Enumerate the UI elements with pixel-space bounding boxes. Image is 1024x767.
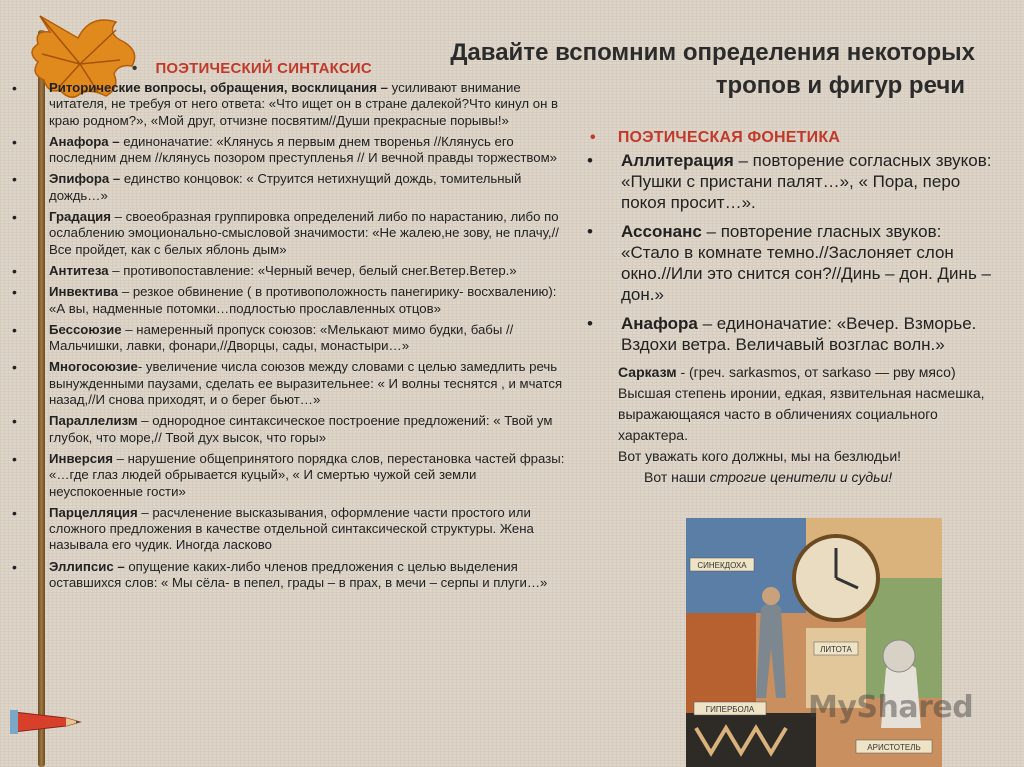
poetic-syntax-heading	[132, 60, 372, 77]
syntax-figure-term: Многосоюзие	[49, 359, 138, 375]
poetic-phonetics-list	[583, 150, 993, 363]
syntax-figure-term: Анафора –	[49, 133, 120, 149]
sarcasm-example-1: Вот уважать кого должны, мы на безлюдьи!	[618, 448, 902, 464]
bullet: •	[12, 262, 17, 279]
phonetic-figure-description: – повторение гласных звуков: «Стало в комнате темно.//Заслоняет слон окно.//Или это снится сон?//Динь – дон. Динь – дон.»	[621, 222, 991, 304]
sarcasm-block	[618, 362, 1008, 488]
sarcasm-term: Сарказм	[618, 364, 677, 380]
bullet: •	[12, 80, 17, 96]
syntax-figure-term: Риторические вопросы, обращения, восклицания –	[49, 80, 388, 95]
myshared-watermark: MyShared	[808, 690, 974, 725]
bullet: •	[12, 413, 17, 430]
bullet: •	[12, 321, 17, 338]
title-line-1: Давайте вспомним определения некоторых	[450, 39, 975, 66]
syntax-figure-item	[8, 284, 568, 317]
syntax-figure-item	[8, 359, 568, 408]
bullet: •	[587, 314, 593, 333]
heading-bullet: •	[132, 60, 138, 77]
syntax-figure-item	[8, 134, 568, 167]
bullet: •	[12, 133, 17, 150]
phonetic-figure-item	[583, 313, 993, 355]
bullet: •	[12, 359, 17, 376]
syntax-figure-term: Инверсия	[49, 450, 113, 466]
syntax-figure-term: Градация	[49, 209, 111, 225]
syntax-figure-description: усиливают внимание читателя, не требуя от него ответа: «Что ищет он в стране далекой?Что кинул он в краю родном?», «Мой друг, отчизне посвятим//Души прекрасные порывы!»	[49, 80, 559, 128]
phonetic-figure-description: – единоначатие: «Вечер. Взморье. Вздохи ветра. Величавый возглас волн.»	[621, 314, 977, 354]
syntax-figure-description: единство концовок: « Струится нетихнущий дождь, томительный дождь…»	[49, 171, 522, 203]
phonetic-figure-item	[583, 221, 993, 305]
sarcasm-example-2-plain: Вот наши	[644, 469, 710, 485]
bullet: •	[12, 450, 17, 467]
sarcasm-example-2-italic: строгие ценители и судьи!	[709, 469, 893, 485]
tropes-collage-image	[686, 518, 942, 767]
syntax-figure-description: - увеличение числа союзов между словами с целью замедлить речь вынужденными паузами, сделать ее выразительнее: « И волны теснятся , и мчатся назад,//И снова приходят, и о берег бьют…»	[49, 359, 563, 408]
syntax-figure-term: Парцелляция	[49, 504, 138, 520]
pencil-icon	[8, 698, 86, 738]
poetic-syntax-heading-text: ПОЭТИЧЕСКИЙ СИНТАКСИС	[155, 60, 372, 77]
syntax-figure-description: опущение каких-либо членов предложения с целью выделения оставшихся слов: « Мы сёла- в пепел, грады – в прах, в мечи – серпы и плуги…»	[49, 558, 548, 591]
collage-label-synecdoche: СИНЕКДОХА	[697, 561, 747, 570]
bullet: •	[587, 151, 593, 170]
syntax-figure-term: Эпифора –	[49, 171, 121, 187]
bullet: •	[12, 209, 17, 226]
heading-bullet: •	[590, 129, 596, 146]
phonetic-figure-term: Ассонанс	[621, 222, 702, 241]
bullet: •	[12, 284, 17, 301]
syntax-figure-item	[8, 505, 568, 554]
poetic-syntax-list	[8, 80, 568, 596]
syntax-figure-term: Параллелизм	[49, 413, 138, 429]
bullet: •	[12, 171, 17, 188]
syntax-figure-description: – намеренный пропуск союзов: «Мелькают мимо будки, бабы //Мальчишки, лавки, фонари,//Дворцы, сады, монастыри…»	[49, 321, 514, 354]
syntax-figure-item	[8, 322, 568, 355]
phonetic-figure-term: Аллитерация	[621, 151, 734, 170]
syntax-figure-description: – расчленение высказывания, оформление части простого или сложного предложения в качестве отдельной синтаксической структуры. Жена называла его чудик. Иногда ласково	[49, 504, 534, 553]
syntax-figure-description: единоначатие: «Клянусь я первым днем творенья //Клянусь его последним днем //клянусь позором преступленья // И вечной правды торжеством»	[49, 133, 557, 166]
sarcasm-example-2	[618, 467, 1008, 488]
bullet: •	[12, 558, 17, 575]
phonetic-figure-item	[583, 150, 993, 213]
syntax-figure-description: – нарушение общепринятого порядка слов, перестановка частей фразы: «…где глаз людей обрывается куцый», « И смертью чужой сей земли неуспокоенные гости»	[49, 450, 565, 499]
title-line-2: тропов и фигур речи	[715, 72, 965, 99]
syntax-figure-term: Антитеза	[49, 262, 109, 278]
syntax-figure-description: – однородное синтаксическое построение предложений: « Твой ум глубок, что море,// Твой дух высок, что горы»	[49, 413, 553, 445]
collage-label-aristotle: АРИСТОТЕЛЬ	[867, 743, 921, 752]
phonetic-figure-term: Анафора	[621, 314, 698, 333]
syntax-figure-description: – противопоставление: «Черный вечер, белый снег.Ветер.Ветер.»	[108, 262, 517, 278]
collage-label-litota: ЛИТОТА	[820, 645, 852, 654]
sarcasm-definition-text: - (греч. sarkasmos, от sarkaso — рву мясо) Высшая степень иронии, едкая, язвительная насмешка, выражающаяся часто в обличениях социального характера.	[618, 364, 985, 443]
collage-label-hyperbole: ГИПЕРБОЛА	[705, 705, 755, 714]
syntax-figure-term: Эллипсис –	[49, 558, 125, 574]
sarcasm-definition	[618, 362, 1008, 446]
syntax-figure-item	[8, 413, 568, 446]
poetic-phonetics-heading-text: ПОЭТИЧЕСКАЯ ФОНЕТИКА	[617, 129, 841, 146]
syntax-figure-description: – своеобразная группировка определений либо по нарастанию, либо по ослаблению эмоционально-смысловой значимости: «Не жалею,не зову, не плачу,//Все пройдет, как с белых яблонь дым»	[49, 209, 559, 257]
syntax-figure-item	[8, 451, 568, 500]
bullet: •	[587, 222, 593, 241]
syntax-figure-item	[8, 559, 568, 592]
syntax-figure-term: Бессоюзие	[49, 321, 122, 337]
syntax-figure-term: Инвектива	[49, 284, 119, 300]
syntax-figure-item	[8, 209, 568, 258]
syntax-figure-description: – резкое обвинение ( в противоположность панегирику- восхвалению): «А вы, надменные потомки…подлостью прославленных отцов»	[49, 284, 557, 316]
phonetic-figure-description: – повторение согласных звуков: «Пушки с пристани палят…», « Пора, перо покоя просит…».	[621, 151, 992, 212]
syntax-figure-item	[8, 263, 568, 279]
syntax-figure-item	[8, 171, 568, 204]
poetic-phonetics-heading	[590, 129, 840, 147]
bullet: •	[12, 504, 17, 521]
syntax-figure-item	[8, 80, 568, 129]
